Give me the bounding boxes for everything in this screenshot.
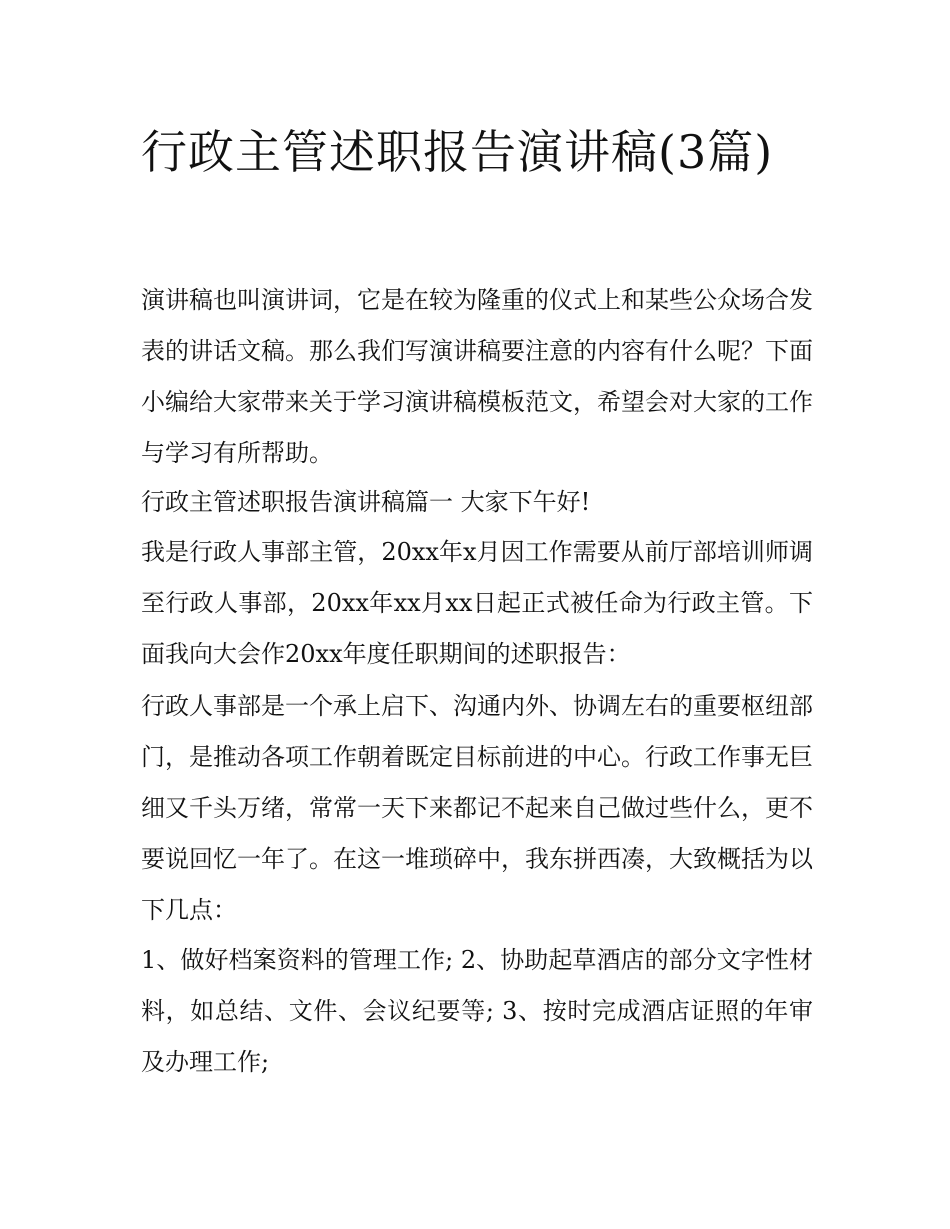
paragraph-section-heading: 行政主管述职报告演讲稿篇一 大家下午好!	[141, 488, 591, 516]
document-title: 行政主管述职报告演讲稿(3篇)	[141, 125, 774, 179]
paragraph-self-introduction: 我是行政人事部主管，20xx年x月因工作需要从前厅部培训师调至行政人事部，20xx年xx月xx日起正式被任命为行政主管。下面我向大会作20xx年度任职期间的述职报告：	[141, 538, 813, 668]
paragraph-intro: 演讲稿也叫演讲词，它是在较为隆重的仪式上和某些公众场合发表的讲话文稿。那么我们写演讲稿要注意的内容有什么呢？下面小编给大家带来关于学习演讲稿模板范文，希望会对大家的工作与学习有所帮助。	[141, 286, 813, 467]
paragraph-work-items: 1、做好档案资料的管理工作; 2、协助起草酒店的部分文字性材料，如总结、文件、会议纪要等; 3、按时完成酒店证照的年审及办理工作;	[141, 946, 813, 1076]
paragraph-department-overview: 行政人事部是一个承上启下、沟通内外、协调左右的重要枢纽部门，是推动各项工作朝着既定目标前进的中心。行政工作事无巨细又千头万绪，常常一天下来都记不起来自己做过些什么，更不要说回忆一年了。在这一堆琐碎中，我东拼西凑，大致概括为以下几点：	[141, 692, 813, 924]
